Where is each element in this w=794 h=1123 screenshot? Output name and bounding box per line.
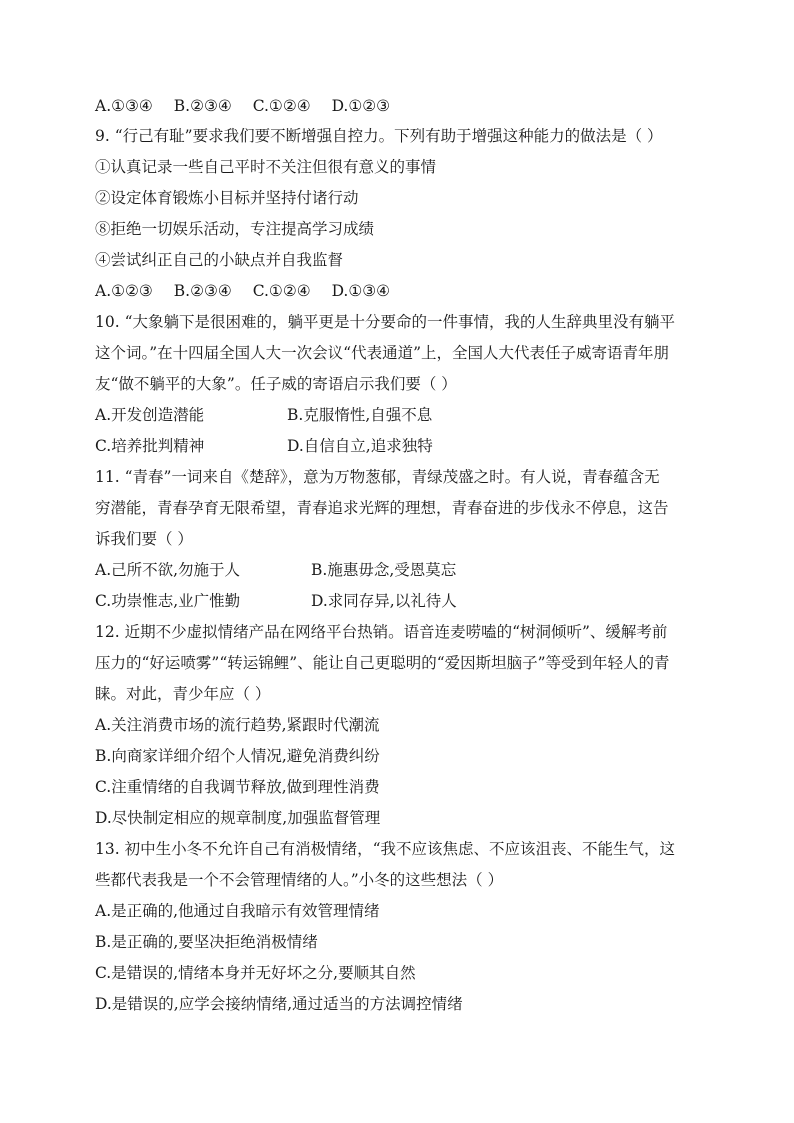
- option-b: B.②③④: [173, 97, 232, 115]
- question-12-option-a: A.关注消费市场的流行趋势,紧跟时代潮流: [95, 716, 380, 734]
- question-13-option-b: B.是正确的,要坚决拒绝消极情绪: [95, 933, 318, 951]
- question-12-stem-line-3: 睐。对此，青少年应（ ）: [95, 685, 271, 703]
- prev-question-options: [95, 96, 390, 116]
- question-11-stem-line-3: 诉我们要（ ）: [95, 530, 193, 548]
- question-10-stem-line-2: 这个词。”在十四届全国人大一次会议“代表通道”上，全国人大代表任子威寄语青年朋: [95, 344, 670, 362]
- option-a: A.①②③: [95, 282, 153, 300]
- question-9-statement-2: ②设定体育锻炼小目标并坚持付诸行动: [95, 189, 359, 207]
- option-d: D.自信自立,追求独特: [287, 437, 433, 455]
- option-b: B.②③④: [173, 282, 232, 300]
- option-b: B.克服惰性,自强不息: [287, 406, 433, 424]
- question-9-statement-3: ⑧拒绝一切娱乐活动，专注提高学习成绩: [95, 220, 375, 238]
- option-c: C.培养批判精神: [95, 437, 205, 455]
- question-11-stem-line-1: 11. “青春”一词来自《楚辞》，意为万物葱郁，青绿茂盛之时。有人说，青春蕴含无: [95, 468, 660, 486]
- question-10-stem-line-3: 友“做不躺平的大象”。任子威的寄语启示我们要（ ）: [95, 375, 457, 393]
- question-10-options-row-2: [95, 436, 433, 456]
- question-13-option-a: A.是正确的,他通过自我暗示有效管理情绪: [95, 902, 380, 920]
- option-c: C.①②④: [252, 97, 311, 115]
- option-a: A.①③④: [95, 97, 153, 115]
- question-13-option-d: D.是错误的,应学会接纳情绪,通过适当的方法调控情绪: [95, 995, 463, 1013]
- question-12-stem-line-1: 12. 近期不少虚拟情绪产品在网络平台热销。语音连麦唠嗑的“树洞倾听”、缓解考前: [95, 623, 668, 641]
- question-9-statement-1: ①认真记录一些自己平时不关注但很有意义的事情: [95, 158, 437, 176]
- question-11-stem-line-2: 穷潜能，青春孕育无限希望，青春追求光辉的理想，青春奋进的步伐永不停息，这告: [95, 499, 669, 517]
- question-12-option-d: D.尽快制定相应的规章制度,加强监督管理: [95, 809, 381, 827]
- question-10-stem-line-1: 10. “大象躺下是很困难的，躺平更是十分要命的一件事情，我的人生辞典里没有躺平: [95, 313, 676, 331]
- question-9-stem: 9. “行己有耻”要求我们要不断增强自控力。下列有助于增强这种能力的做法是（ ）: [95, 127, 663, 145]
- question-12-option-c: C.注重情绪的自我调节释放,做到理性消费: [95, 778, 380, 796]
- option-b: B.施惠毋念,受恩莫忘: [311, 561, 457, 579]
- option-a: A.己所不欲,勿施于人: [95, 561, 241, 579]
- question-13-stem-line-2: 些都代表我是一个不会管理情绪的人。”小冬的这些想法（ ）: [95, 871, 504, 889]
- question-12-option-b: B.向商家详细介绍个人情况,避免消费纠纷: [95, 747, 380, 765]
- question-9-statement-4: ④尝试纠正自己的小缺点并自我监督: [95, 251, 344, 269]
- question-13-option-c: C.是错误的,情绪本身并无好坏之分,要顺其自然: [95, 964, 416, 982]
- option-d: D.①②③: [331, 97, 391, 115]
- option-d: D.①③④: [331, 282, 391, 300]
- option-c: C.功崇惟志,业广惟勤: [95, 592, 241, 610]
- option-c: C.①②④: [252, 282, 311, 300]
- question-11-options-row-2: [95, 591, 457, 611]
- option-d: D.求同存异,以礼待人: [311, 592, 457, 610]
- question-13-stem-line-1: 13. 初中生小冬不允许自己有消极情绪，“我不应该焦虑、不应该沮丧、不能生气，这: [95, 840, 676, 858]
- question-12-stem-line-2: 压力的“好运喷雾”“转运锦鲤”、能让自己更聪明的“爱因斯坦脑子”等受到年轻人的青: [95, 654, 670, 672]
- question-9-options: [95, 281, 390, 301]
- question-10-options-row-1: [95, 405, 433, 425]
- option-a: A.开发创造潜能: [95, 406, 205, 424]
- question-11-options-row-1: [95, 560, 457, 580]
